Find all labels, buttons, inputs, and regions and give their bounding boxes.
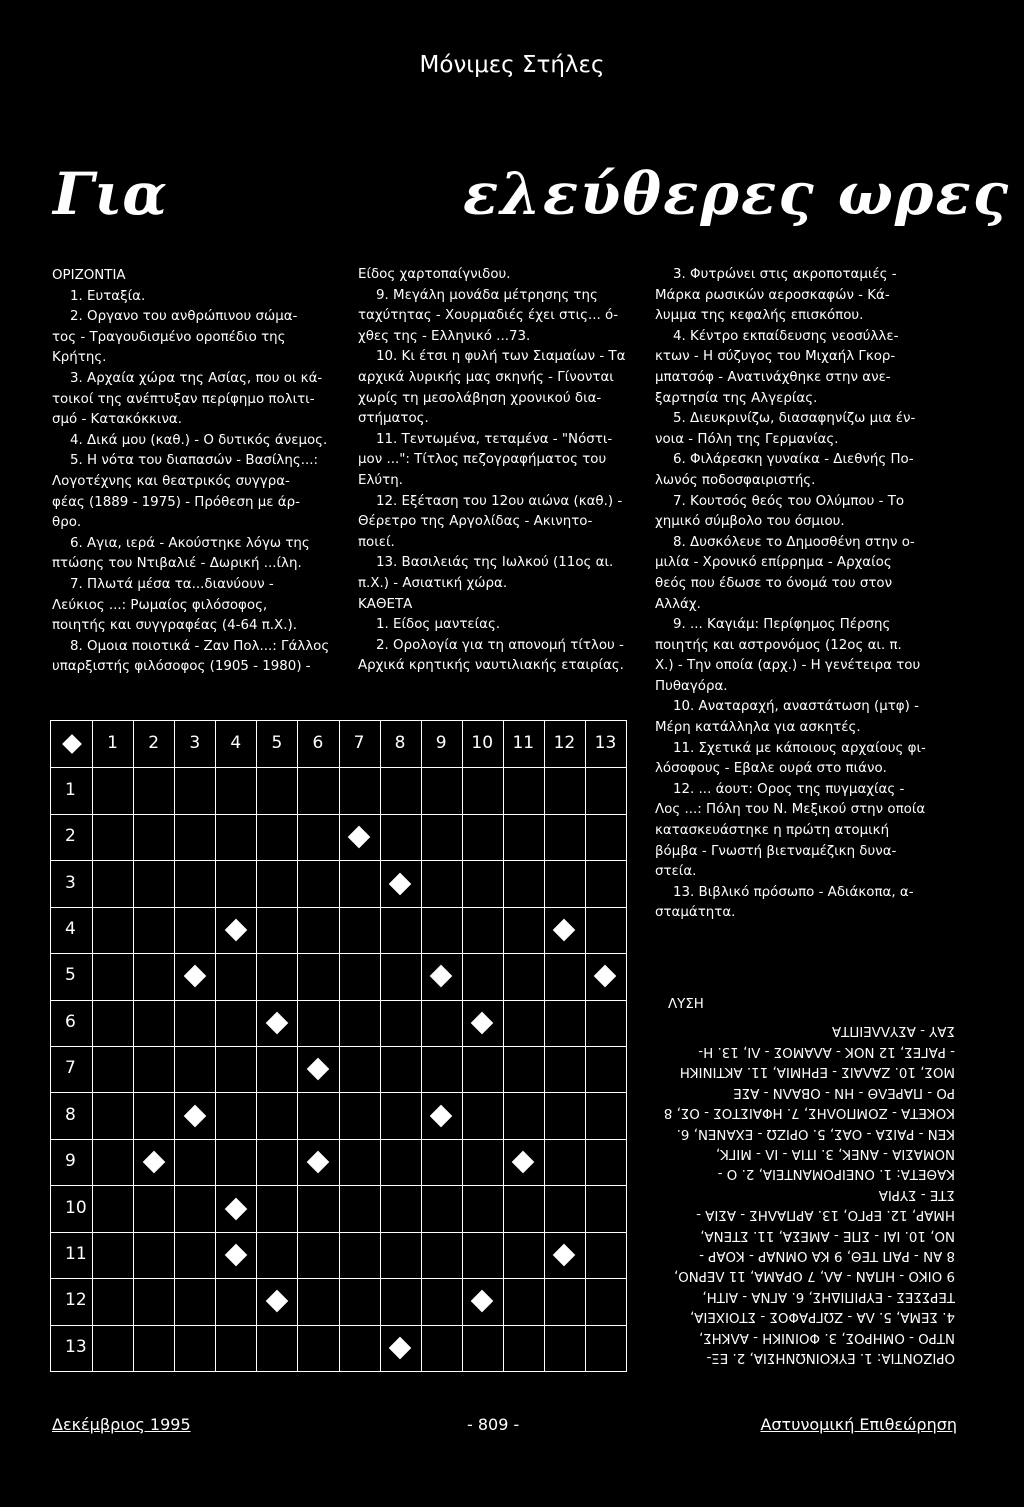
column-number: 6 (312, 733, 324, 754)
clue-line: 7. Κουτσός θεός του Ολύμπου - Το (673, 493, 905, 509)
section-header: Μόνιμες Στήλες (419, 52, 605, 78)
clue-line: λόσοφους - Εβαλε ουρά στο πιάνο. (655, 761, 887, 777)
row-number: 3 (65, 872, 76, 893)
clue-line: μπατσόφ - Ανατινάχθηκε στην ανε- (655, 369, 891, 385)
clue-line: φέας (1889 - 1975) - Πρόθεση με άρ- (52, 494, 300, 510)
clue-line: χθες της - Ελληνικό ...73. (358, 328, 531, 344)
clue-line: 10. Κι έτσι η φυλή των Σιαμαίων - Τα (376, 349, 626, 365)
black-square-icon (224, 1197, 247, 1220)
clue-line: Μάρκα ρωσικών αεροσκαφών - Κά- (655, 287, 890, 303)
row-number: 4 (65, 918, 76, 939)
black-square-icon (307, 1151, 330, 1174)
solution-heading: ΛΥΣΗ (668, 997, 704, 1012)
clue-line: Πυθαγόρα. (655, 678, 728, 694)
clue-line: υπαρξιστής φιλόσοφος (1905 - 1980) - (52, 659, 311, 675)
column-number: 5 (271, 733, 283, 754)
column-number: 1 (107, 733, 118, 754)
solution-line: ΝΤΡΟ - ΟΜΗΡΟΣ, 3. ΦΟΙΝΙΚΗ - ΑΛΚΗΣ, (698, 1329, 955, 1345)
grid-line (51, 1278, 626, 1279)
column-number: 4 (230, 733, 242, 754)
clue-line: κατασκευάστηκε η πρώτη ατομική (655, 823, 890, 839)
clue-line: λυμμα της κεφαλής επισκόπου. (655, 308, 864, 324)
column-number: 10 (471, 733, 494, 754)
clue-line: 3. Αρχαία χώρα της Ασίας, που οι κά- (70, 370, 323, 386)
black-square-icon (142, 1151, 165, 1174)
clue-line: σμό - Κατακόκκινα. (52, 412, 183, 428)
solution-line: ΚΟΚΕΤΑ - ΖΟΜΠΟΛΗΣ, 7. ΗΦΑΙΣΤΟΣ - ΟΣ, 8 (663, 1105, 955, 1121)
column-number: 9 (435, 733, 447, 754)
clue-line: 13. Βασιλειάς της Ιωλκού (11ος αι. (376, 555, 614, 571)
row-number: 13 (65, 1336, 87, 1357)
solution-line: ΝΟΜΑΣΙΑ - ΑΝΕΚ, 3. ΙΤΙΑ - ΙΛ - ΜΙΓΚ, (715, 1145, 955, 1161)
clue-line: ξαρτησία της Αλγερίας. (655, 390, 818, 406)
clue-line: 12. Εξέταση του 12ου αιώνα (καθ.) - (376, 493, 623, 509)
black-square-icon (512, 1151, 535, 1174)
clue-line: 1. Είδος μαντείας. (376, 617, 501, 633)
black-square-icon (307, 1058, 330, 1081)
clue-line: λωνός ποδοσφαιριστής. (655, 472, 816, 488)
clue-line: μον ...": Τίτλος πεζογραφήματος του (358, 452, 607, 468)
footer-publication: Αστυνομική Επιθεώρηση (760, 1415, 957, 1434)
grid-line (51, 1092, 626, 1093)
clue-line: θεός που έδωσε το όνομά του στον (655, 575, 893, 591)
clue-line: νοια - Πόλη της Γερμανίας. (655, 431, 839, 447)
black-square-icon (389, 872, 412, 895)
diamond-icon (62, 734, 82, 754)
clue-line: 3. Φυτρώνει στις ακροποταμιές - (673, 267, 897, 282)
clue-line: 8. Ομοια ποιοτικά - Ζαν Πολ...: Γάλλος (70, 638, 330, 654)
row-number: 9 (65, 1151, 76, 1172)
clue-line: Μέρη κατάλληλα για ασκητές. (655, 720, 861, 736)
clue-line: Λογοτέχνης και θεατρικός συγγρα- (52, 473, 290, 489)
grid-line (380, 721, 381, 1371)
clue-line: 2. Οργανο του ανθρώπινου σώμα- (70, 309, 298, 325)
clue-line: πτώσης του Ντιβαλιέ - Δωρική ...ίλη. (52, 556, 302, 572)
row-number: 1 (65, 779, 76, 800)
clue-line: 13. Βιβλικό πρόσωπο - Αδιάκοπα, α- (673, 884, 914, 900)
footer-date: Δεκέμβριος 1995 (52, 1415, 191, 1434)
clue-line: 7. Πλωτά μέσα τα...διανύουν - (70, 576, 274, 592)
solution-line: ΚΑΘΕΤΑ: 1. ΟΝΕΙΡΟΜΑΝΤΕΙΑ, 2. Ο - (717, 1166, 955, 1182)
column-number: 3 (189, 733, 201, 754)
black-square-icon (266, 1011, 289, 1034)
row-number: 10 (65, 1197, 87, 1218)
row-number: 11 (65, 1243, 87, 1264)
column-number: 12 (553, 733, 576, 754)
clue-line: ποιητής και συγγραφέας (4-64 π.Χ.). (52, 618, 297, 634)
title-right: ελεύθερες ωρες (463, 160, 1011, 228)
clue-line: 5. Διευκρινίζω, διασαφηνίζω μια έν- (673, 411, 916, 427)
clue-line: π.Χ.) - Ασιατική χώρα. (358, 575, 508, 591)
clue-line: σταμάτητα. (655, 905, 736, 921)
clue-line: Κρήτης. (52, 350, 107, 366)
grid-line (51, 1139, 626, 1140)
solution-text (655, 1020, 955, 1367)
clue-line: 6. Αγια, ιερά - Ακούστηκε λόγω της (70, 535, 310, 551)
column-number: 11 (512, 733, 535, 754)
crossword-grid (50, 720, 627, 1372)
black-square-icon (553, 919, 576, 942)
black-square-icon (594, 965, 617, 988)
clue-line: ταχύτητας - Χουρμαδιές έχει στις... ό- (358, 308, 619, 324)
black-square-icon (348, 826, 371, 849)
clue-line: ποιεί. (358, 534, 395, 550)
clue-line: αρχικά λυρικής μας σκηνής - Γίνονται (358, 369, 614, 385)
clue-line: Θέρετρο της Αργολίδας - Ακινητο- (358, 514, 593, 530)
black-square-icon (430, 965, 453, 988)
solution-line: 8 ΑΝ - ΡΑΠ ΤΕΘ, 9 ΚΑ ΟΜΝΑΡ - ΚΟΑΡ - (699, 1247, 955, 1263)
row-number: 8 (65, 1104, 76, 1125)
grid-line (544, 721, 545, 1371)
clue-line: Λος ...: Πόλη του Ν. Μεξικού στην οποία (655, 802, 926, 818)
black-square-icon (266, 1290, 289, 1313)
clue-line: ΚΑΘΕΤΑ (358, 596, 413, 612)
column-number: 8 (394, 733, 406, 754)
clue-line: θρο. (52, 515, 82, 531)
clue-line: βόμβα - Γνωστή βιετναμέζικη δυνα- (655, 843, 897, 859)
clue-line: Λεύκιος ...: Ρωμαίος φιλόσοφος, (52, 597, 268, 613)
black-square-icon (183, 965, 206, 988)
grid-line (51, 1185, 626, 1186)
solution-line: ΚΕΝ - ΡΑΙΣΑ - ΟΑΣ, 5. ΟΡΙΖΩ - ΕΧΑΝΕΝ, 6. (676, 1125, 955, 1141)
solution-line: ΝΟ, 10. ΙΑΙ - ΣΠΕ - ΑΜΕΣΑ, 11. ΣΤΕΝΑ, (700, 1227, 955, 1243)
grid-line (503, 721, 504, 1371)
grid-line (51, 1232, 626, 1233)
clue-line: 11. Σχετικά με κάποιους αρχαίους φι- (673, 740, 926, 756)
row-number: 5 (65, 965, 76, 986)
black-square-icon (224, 919, 247, 942)
row-number: 12 (65, 1290, 87, 1311)
clue-line: Είδος χαρτοπαίγνιδου. (358, 267, 511, 282)
clue-line: 2. Ορολογία για τη απονομή τίτλου - (376, 637, 624, 653)
black-square-icon (183, 1104, 206, 1127)
clue-line: 10. Αναταραχή, αναστάτωση (μτφ) - (673, 699, 919, 715)
black-square-icon (430, 1104, 453, 1127)
row-number: 6 (65, 1011, 76, 1032)
black-square-icon (471, 1290, 494, 1313)
clue-line: Αλλάχ. (655, 596, 701, 612)
black-square-icon (389, 1336, 412, 1359)
solution-line: ΣΑΥ - ΑΣΥΛΛΕΙΠΤΑ (831, 1023, 955, 1039)
clue-line: στήματος. (358, 411, 429, 427)
clue-line: Χ.) - Την οποία (αρχ.) - Η γενέτειρα του (655, 658, 921, 674)
title-left: Για (53, 160, 167, 228)
clue-line: τος - Τραγουδισμένο οροπέδιο της (52, 329, 286, 345)
clue-line: τοικοί της ανέπτυξαν περίφημο πολιτι- (52, 391, 315, 407)
clue-line: 1. Ευταξία. (70, 288, 146, 304)
clue-line: Αρχικά κρητικής ναυτιλιακής εταιρίας. (358, 658, 624, 674)
black-square-icon (224, 1244, 247, 1267)
grid-line (421, 721, 422, 1371)
clue-line: ΟΡΙΖΟΝΤΙΑ (52, 268, 126, 283)
row-number: 7 (65, 1058, 76, 1079)
grid-line (585, 721, 586, 1371)
solution-line: ΟΡΙΖΟΝΤΙΑ: 1. ΕΥΚΟΙΝΩΝΗΣΙΑ, 2. ΕΞ- (706, 1349, 955, 1365)
clue-line: χημικό σύμβολο του όσμιου. (655, 514, 845, 530)
solution-line: ΡΟ - ΠΑΡΕΛΘ - ΗΝ - ΟΒΑΛΝ - ΑΣΕ (733, 1084, 955, 1100)
column-number: 13 (594, 733, 617, 754)
clue-line: 11. Τεντωμένα, τεταμένα - "Νόστι- (376, 431, 613, 447)
solution-line: ΜΟΣ, 10. ΖΑΛΑΙΣ - ΕΡΗΜΙΑ, 11. ΑΚΤΙΝΙΚΗ (679, 1064, 955, 1080)
row-number: 2 (65, 826, 76, 847)
solution-line: 4. ΣΕΜΑ, 5. ΛΑ - ΖΩΓΡΑΦΟΣ - ΣΤΟΙΧΕΙΑ, (690, 1309, 955, 1325)
clue-line: 8. Δυσκόλευε το Δημοσθένη στην ο- (673, 534, 915, 550)
clues-column-1 (52, 266, 342, 678)
solution-line: ΣΤΕ - ΣΥΡΙΑ (878, 1186, 955, 1202)
clue-line: 9. Μεγάλη μονάδα μέτρησης της (376, 287, 598, 303)
clue-line: κτων - Η σύζυγος του Μιχαήλ Γκορ- (655, 349, 896, 365)
grid-line (51, 1046, 626, 1047)
solution-line: 9 ΟΙΚΟ - ΗΠΑΝ - ΑΛ, 7 ΟΡΑΜΑ, 11 ΛΕΡΝΟ, (673, 1268, 955, 1284)
column-number: 2 (148, 733, 160, 754)
solution-line: - ΡΑΓΕΣ, 12 ΝΟΚ - ΑΛΑΜΟΣ - ΛΙ, 13. Η- (698, 1043, 955, 1059)
black-square-icon (471, 1011, 494, 1034)
page-number: - 809 - (467, 1415, 520, 1434)
solution-line: ΗΜΑΡ, 12. ΕΡΓΟ, 13. ΑΡΠΑΛΗΣ - ΑΣΙΑ - (696, 1207, 955, 1223)
clue-line: 12. ... άουτ: Ορος της πυγμαχίας - (673, 781, 905, 797)
clue-line: ποιητής και αστρονόμος (12ος αι. π. (655, 637, 902, 653)
grid-line (51, 1325, 626, 1326)
black-square-icon (553, 1244, 576, 1267)
clue-line: 5. Η νότα του διαπασών - Βασίλης...: (70, 453, 318, 469)
clue-line: χωρίς τη μεσολάβηση χρονικού δια- (358, 390, 602, 406)
clue-line: Ελύτη. (358, 472, 403, 488)
clues-column-3 (655, 265, 960, 924)
clue-line: μιλία - Χρονικό επίρρημα - Αρχαίος (655, 555, 892, 571)
clue-line: στεία. (655, 864, 697, 880)
clues-column-2 (358, 265, 653, 677)
clue-line: 9. ... Καγιάμ: Περίφημος Πέρσης (673, 617, 891, 633)
column-number: 7 (353, 733, 365, 754)
grid-line (462, 721, 463, 1371)
solution-line: ΤΕΡΣΣΕΣ - ΕΥΡΙΠΙΔΗΣ, 6. ΑΓΝΑ - ΑΙΤΗ, (702, 1288, 955, 1304)
clue-line: 4. Κέντρο εκπαίδευσης νεοσύλλε- (673, 328, 899, 344)
clue-line: 4. Δικά μου (καθ.) - Ο δυτικός άνεμος. (70, 432, 328, 448)
clue-line: 6. Φιλάρεσκη γυναίκα - Διεθνής Πο- (673, 452, 914, 468)
